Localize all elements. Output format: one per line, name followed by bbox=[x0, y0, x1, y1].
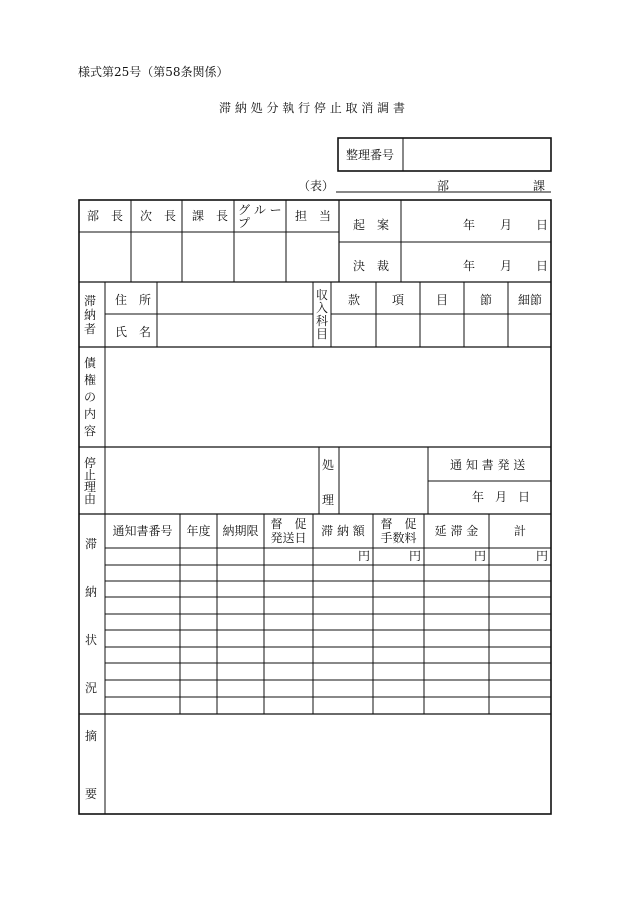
role-bucho: 部 長 bbox=[87, 209, 124, 223]
arrears-col-4: 滞 納 額 bbox=[321, 524, 365, 538]
notice-sent-label: 通 知 書 発 送 bbox=[450, 458, 526, 472]
shori-bottom: 理 bbox=[322, 493, 335, 507]
kian-label: 起 案 bbox=[353, 218, 390, 232]
revenue-kan: 款 bbox=[348, 293, 361, 307]
kian-month: 月 bbox=[500, 218, 513, 232]
form-number: 様式第25号（第58条関係） bbox=[78, 65, 229, 79]
notice-month: 月 bbox=[495, 490, 508, 504]
arrears-col-7: 計 bbox=[513, 524, 526, 538]
arrears-col-3: 督 促 発送日 bbox=[270, 517, 307, 545]
seiri-label: 整理番号 bbox=[346, 148, 395, 162]
taxpayer-label: 滞 納 者 bbox=[83, 294, 96, 336]
kian-year: 年 bbox=[463, 218, 476, 232]
kessai-label: 決 裁 bbox=[353, 259, 390, 273]
yen-unit: 円 bbox=[409, 549, 422, 563]
arrears-col-6: 延 滞 金 bbox=[434, 524, 479, 538]
address-label: 住 所 bbox=[115, 293, 152, 307]
kian-day: 日 bbox=[536, 218, 549, 232]
address-input[interactable] bbox=[157, 284, 313, 314]
arrears-label: 滞 納 状 況 bbox=[84, 537, 97, 695]
name-label: 氏 名 bbox=[115, 325, 152, 339]
arrears-col-0: 通知書番号 bbox=[112, 524, 173, 538]
kessai-month: 月 bbox=[500, 259, 513, 273]
page-title: 滞 納 処 分 執 行 停 止 取 消 調 書 bbox=[219, 101, 405, 115]
kessai-day: 日 bbox=[536, 259, 549, 273]
hyo-label: （表） bbox=[298, 179, 335, 193]
role-group: グ ル ー プ bbox=[238, 203, 282, 230]
revenue-ko: 項 bbox=[392, 293, 405, 307]
arrears-col-1: 年度 bbox=[186, 524, 211, 538]
yen-unit: 円 bbox=[474, 549, 487, 563]
summary-label: 摘 要 bbox=[84, 729, 97, 801]
yen-unit: 円 bbox=[358, 549, 371, 563]
bu-label: 部 bbox=[437, 179, 450, 193]
seiri-input[interactable] bbox=[403, 138, 550, 171]
revenue-setsu: 節 bbox=[480, 293, 493, 307]
ka-label: 課 bbox=[533, 179, 546, 193]
name-input[interactable] bbox=[157, 315, 313, 347]
kessai-year: 年 bbox=[463, 259, 476, 273]
yen-unit: 円 bbox=[536, 549, 549, 563]
arrears-col-2: 納期限 bbox=[222, 524, 259, 538]
revenue-label: 収 入 科 目 bbox=[315, 288, 328, 341]
revenue-saisetsu: 細節 bbox=[518, 293, 543, 307]
stop-reason-label: 停 止 理 由 bbox=[83, 456, 96, 506]
arrears-col-5: 督 促 手数料 bbox=[380, 517, 417, 545]
role-jicho: 次 長 bbox=[140, 209, 177, 223]
notice-year: 年 bbox=[472, 490, 485, 504]
shori-top: 処 bbox=[322, 458, 335, 472]
role-tanto: 担 当 bbox=[295, 209, 332, 223]
revenue-moku: 目 bbox=[436, 293, 449, 307]
role-kacho: 課 長 bbox=[192, 209, 229, 223]
claim-label: 債 権 の 内 容 bbox=[83, 356, 96, 438]
notice-day: 日 bbox=[518, 490, 531, 504]
